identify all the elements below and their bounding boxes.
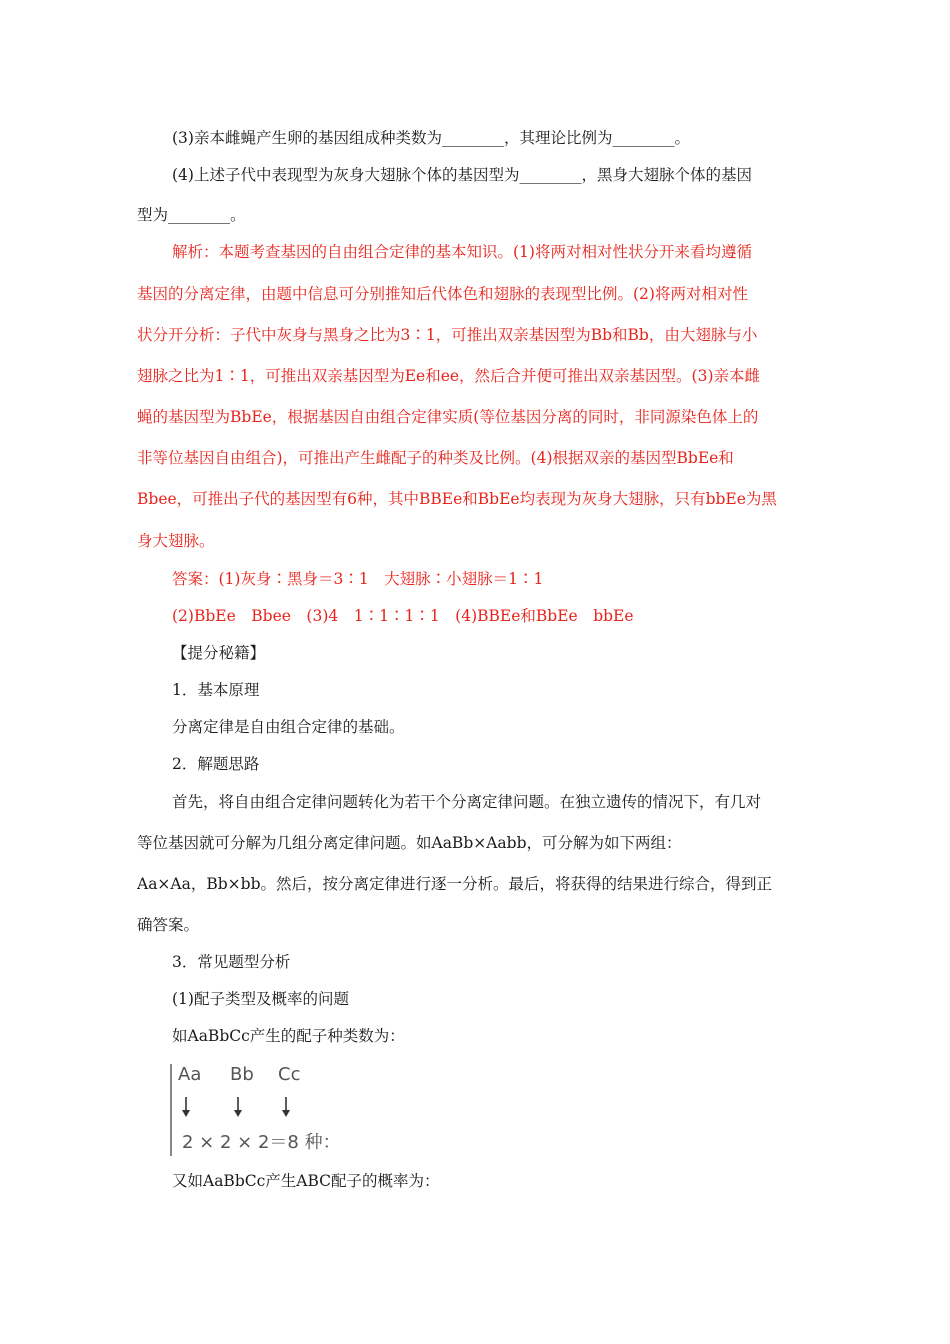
paragraph-2-line-3: Aa×Aa，Bb×bb。然后，按分离定律进行逐一分析。最后，将获得的结果进行综合，得到正 [137,875,773,893]
analysis-line-4: 翅脉之比为1∶1，可推出双亲基因型为Ee和ee，然后合并便可推出双亲基因型。(3)亲本雌 [137,367,761,385]
question-3: (3)亲本雌蝇产生卵的基因组成种类数为________，其理论比例为________。 [172,129,690,147]
example-1: 如AaBbCc产生的配子种类数为： [172,1027,405,1045]
analysis-line-1: 解析：本题考查基因的自由组合定律的基本知识。(1)将两对相对性状分开来看均遵循 [172,243,752,261]
gamete-count-figure [170,1062,390,1158]
section-heading: 【提分秘籍】 [172,644,266,662]
down-arrow-icon [280,1096,292,1118]
subheading-3-1: (1)配子类型及概率的问题 [172,990,349,1008]
down-arrow-icon [180,1096,192,1118]
gene-cc: Cc [278,1064,301,1085]
figure-left-rule [170,1064,172,1156]
paragraph-1: 分离定律是自由组合定律的基础。 [172,718,405,736]
question-4-line-2: 型为________。 [137,206,246,224]
answer-line-2: (2)BbEe Bbee (3)4 1∶1∶1∶1 (4)BBEe和BbEe bbEe [172,607,634,625]
analysis-line-5: 蝇的基因型为BbEe，根据基因自由组合定律实质(等位基因分离的同时，非同源染色体上的 [137,408,759,426]
gamete-product: 2 × 2 × 2＝8 种： [182,1132,341,1153]
gene-bb: Bb [230,1064,254,1085]
analysis-line-8: 身大翅脉。 [137,532,215,550]
subheading-1: 1．基本原理 [172,681,260,699]
analysis-line-7: Bbee，可推出子代的基因型有6种，其中BBEe和BbEe均表现为灰身大翅脉，只有bbEe为黑 [137,490,777,508]
paragraph-2-line-1: 首先，将自由组合定律问题转化为若干个分离定律问题。在独立遗传的情况下，有几对 [172,793,762,811]
answer-line-1: 答案：(1)灰身∶黑身＝3∶1 大翅脉∶小翅脉＝1∶1 [172,570,544,588]
question-4-line-1: (4)上述子代中表现型为灰身大翅脉个体的基因型为________，黑身大翅脉个体的基因 [172,166,752,184]
down-arrow-icon [232,1096,244,1118]
analysis-line-3: 状分开分析：子代中灰身与黑身之比为3∶1，可推出双亲基因型为Bb和Bb，由大翅脉与小 [137,326,758,344]
analysis-line-2: 基因的分离定律，由题中信息可分别推知后代体色和翅脉的表现型比例。(2)将两对相对性 [137,285,748,303]
example-2: 又如AaBbCc产生ABC配子的概率为： [172,1172,440,1190]
paragraph-2-line-2: 等位基因就可分解为几组分离定律问题。如AaBb×Aabb，可分解为如下两组： [137,834,682,852]
gene-aa: Aa [178,1064,202,1085]
paragraph-2-line-4: 确答案。 [137,916,200,934]
analysis-line-6: 非等位基因自由组合)，可推出产生雌配子的种类及比例。(4)根据双亲的基因型BbEe和 [137,449,734,467]
subheading-3: 3．常见题型分析 [172,953,291,971]
subheading-2: 2．解题思路 [172,755,260,773]
